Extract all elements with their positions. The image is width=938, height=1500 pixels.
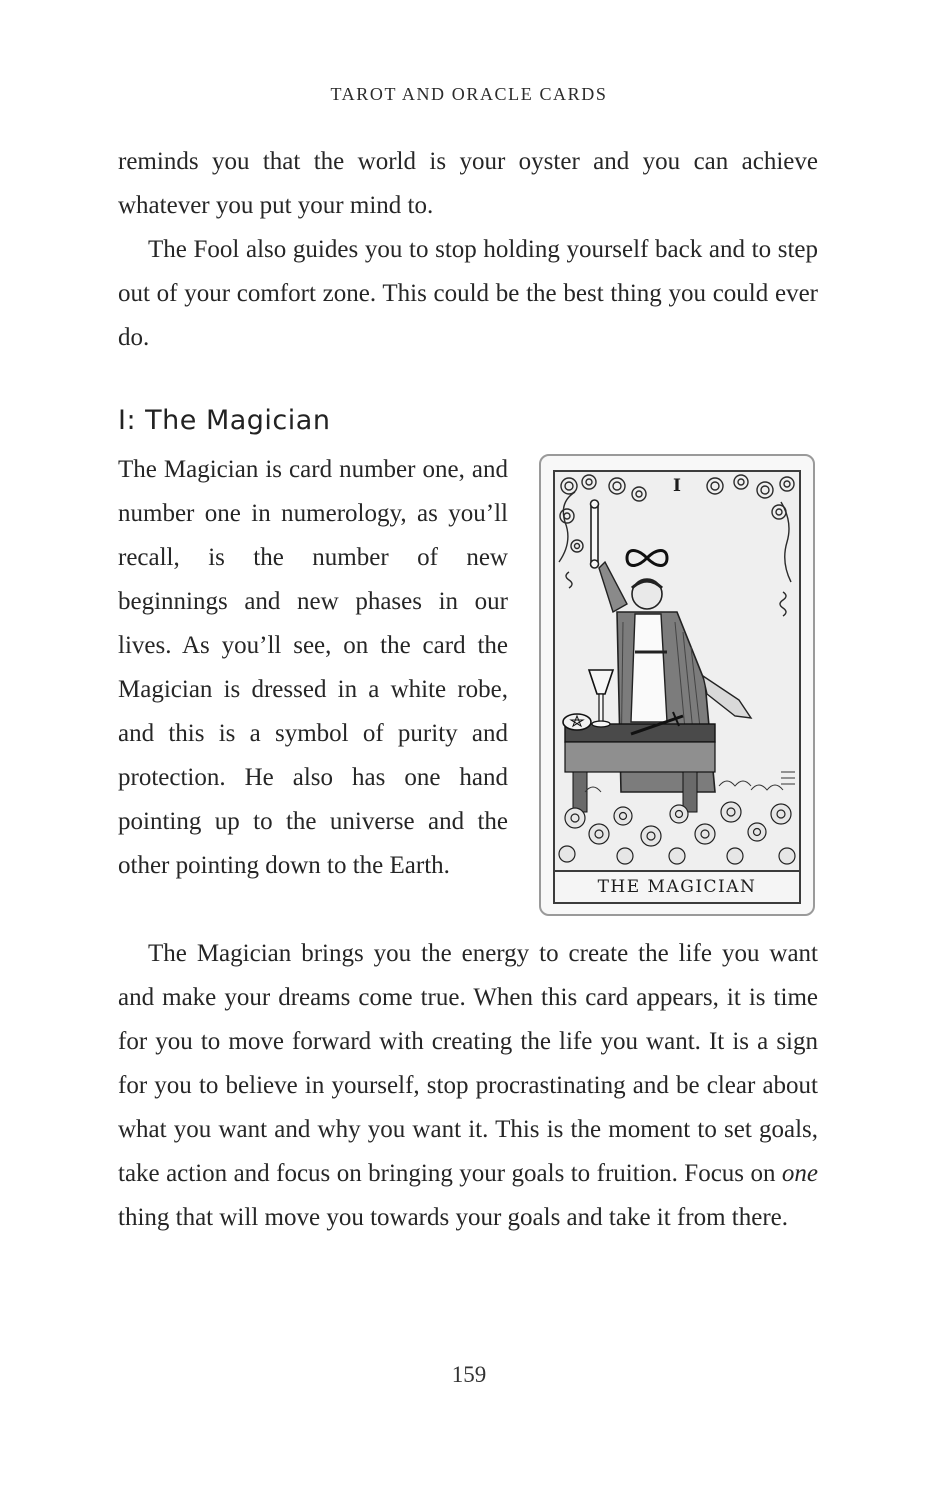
- intro-paragraph-2: The Fool also guides you to stop holding yourself back and to step out of your comfort zone. This could be the best thing you could ever do.: [118, 236, 818, 351]
- page-number: 159: [451, 1362, 487, 1387]
- magician-figure-icon: [555, 472, 799, 870]
- section-paragraph-2: [118, 932, 818, 1240]
- card-caption: THE MAGICIAN: [555, 870, 799, 902]
- magician-card-illustration: [539, 454, 815, 916]
- running-head: TAROT AND ORACLE CARDS: [330, 84, 608, 104]
- section-heading: I: The Magician: [118, 405, 331, 436]
- card-numeral: I: [673, 476, 681, 496]
- section-paragraph-2-emphasis: one: [781, 1160, 818, 1187]
- section-paragraph-1: The Magician is card number one, and number one in numerology, as you’ll recall, is the number of new beginnings and new phases in our lives. As you’ll see, on the card the Magician is dressed in a white robe, and this is a symbol of purity and protection. He also has one hand pointing up to the universe and the other pointing down to the Earth.: [118, 456, 508, 879]
- card-frame: [553, 470, 801, 904]
- section-paragraph-2-part-1: The Magician brings you the energy to create the life you want and make your dreams come true. When this card appears, it is time for you to move forward with creating the life you want. It is a sign for you to believe in yourself, stop procrastinating and be clear about what you want and why you want it. This is the moment to set goals, take action and focus on bringing your goals to fruition. Focus on: [118, 940, 818, 1187]
- intro-text: [118, 140, 818, 360]
- section-text-continued: [118, 932, 818, 1240]
- section-paragraph-2-part-2: thing that will move you towards your goals and take it from there.: [118, 1204, 788, 1231]
- intro-paragraph-1: reminds you that the world is your oyster and you can achieve whatever you put your mind to.: [118, 148, 818, 219]
